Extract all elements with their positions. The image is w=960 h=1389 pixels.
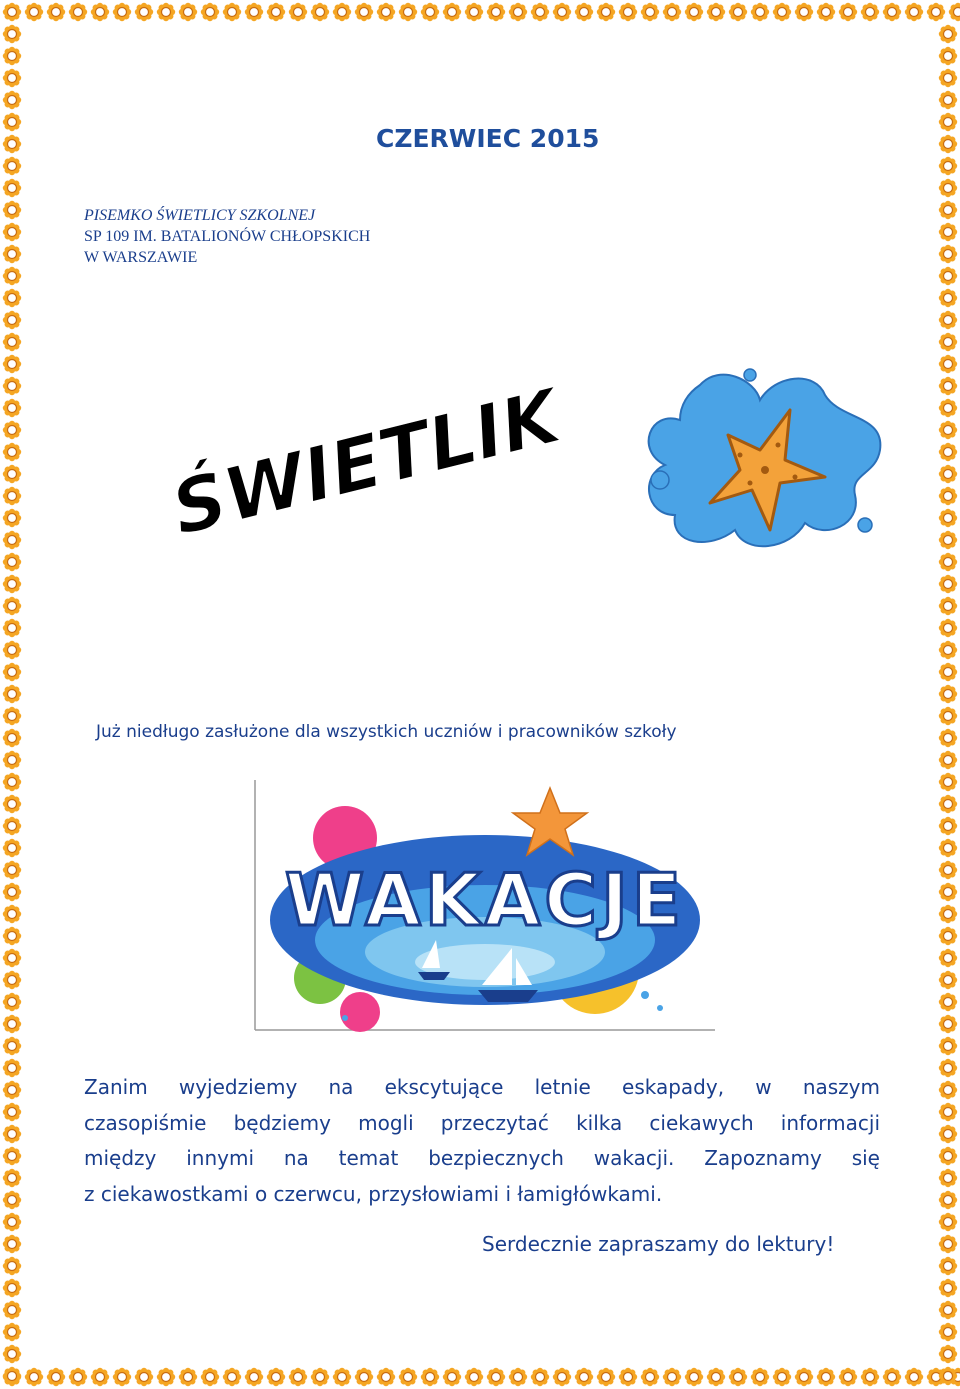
border-flower-icon	[3, 157, 21, 175]
border-flower-icon	[939, 663, 957, 681]
border-flower-icon	[663, 1368, 681, 1386]
border-flower-icon	[289, 1368, 307, 1386]
border-flower-icon	[939, 399, 957, 417]
border-flower-icon	[663, 3, 681, 21]
border-flower-icon	[311, 3, 329, 21]
border-flower-icon	[223, 1368, 241, 1386]
border-flower-icon	[3, 685, 21, 703]
border-flower-icon	[443, 3, 461, 21]
border-flower-icon	[939, 267, 957, 285]
body-line: z ciekawostkami o czerwcu, przysłowiami i łamigłówkami.	[84, 1181, 663, 1206]
swietlik-logo-text: ŚWIETLIK	[163, 373, 569, 553]
border-flower-icon	[905, 3, 923, 21]
border-flower-icon	[3, 663, 21, 681]
border-flower-icon	[619, 3, 637, 21]
border-flower-icon	[3, 597, 21, 615]
border-flower-icon	[939, 289, 957, 307]
body-paragraph	[84, 1070, 880, 1212]
border-flower-icon	[939, 69, 957, 87]
border-flower-icon	[3, 1081, 21, 1099]
border-flower-icon	[223, 3, 241, 21]
border-flower-icon	[729, 3, 747, 21]
border-flower-icon	[333, 1368, 351, 1386]
border-flower-icon	[729, 1368, 747, 1386]
border-flower-icon	[939, 1301, 957, 1319]
border-flower-icon	[333, 3, 351, 21]
border-flower-icon	[939, 113, 957, 131]
starfish-splash-illustration	[640, 365, 890, 565]
decorative-border-left	[0, 0, 24, 1389]
border-flower-icon	[377, 1368, 395, 1386]
border-flower-icon	[939, 421, 957, 439]
border-flower-icon	[939, 1345, 957, 1363]
border-flower-icon	[3, 883, 21, 901]
border-flower-icon	[399, 3, 417, 21]
border-flower-icon	[939, 509, 957, 527]
border-flower-icon	[399, 1368, 417, 1386]
border-flower-icon	[47, 3, 65, 21]
border-flower-icon	[685, 1368, 703, 1386]
decorative-border-bottom	[0, 1365, 960, 1389]
border-flower-icon	[3, 729, 21, 747]
border-flower-icon	[939, 25, 957, 43]
border-flower-icon	[3, 751, 21, 769]
border-flower-icon	[3, 971, 21, 989]
body-line: Zanim wyjedziemy na ekscytujące letnie eskapady, w naszym	[84, 1075, 880, 1099]
border-flower-icon	[509, 1368, 527, 1386]
border-flower-icon	[377, 3, 395, 21]
border-flower-icon	[3, 333, 21, 351]
border-flower-icon	[939, 1147, 957, 1165]
border-flower-icon	[3, 1345, 21, 1363]
border-flower-icon	[641, 1368, 659, 1386]
publisher-info	[84, 205, 370, 268]
border-flower-icon	[91, 1368, 109, 1386]
border-flower-icon	[3, 267, 21, 285]
border-flower-icon	[245, 1368, 263, 1386]
border-flower-icon	[3, 47, 21, 65]
border-flower-icon	[939, 443, 957, 461]
border-flower-icon	[69, 3, 87, 21]
border-flower-icon	[465, 1368, 483, 1386]
border-flower-icon	[3, 223, 21, 241]
border-flower-icon	[25, 1368, 43, 1386]
border-flower-icon	[3, 289, 21, 307]
border-flower-icon	[3, 1235, 21, 1253]
border-flower-icon	[553, 3, 571, 21]
wakacje-title: WAKACJE	[284, 858, 686, 942]
border-flower-icon	[3, 1191, 21, 1209]
border-flower-icon	[939, 751, 957, 769]
border-flower-icon	[3, 355, 21, 373]
border-flower-icon	[939, 311, 957, 329]
decorative-border-right	[936, 0, 960, 1389]
border-flower-icon	[355, 3, 373, 21]
border-flower-icon	[939, 1169, 957, 1187]
border-flower-icon	[939, 927, 957, 945]
border-flower-icon	[685, 3, 703, 21]
intro-text: Już niedługo zasłużone dla wszystkich uczniów i pracowników szkoły	[96, 722, 677, 742]
issue-date: CZERWIEC 2015	[376, 124, 600, 153]
border-flower-icon	[91, 3, 109, 21]
border-flower-icon	[597, 1368, 615, 1386]
publisher-line: W WARSZAWIE	[84, 249, 198, 266]
border-flower-icon	[939, 619, 957, 637]
border-flower-icon	[939, 1015, 957, 1033]
border-flower-icon	[861, 3, 879, 21]
border-flower-icon	[939, 1235, 957, 1253]
border-flower-icon	[25, 3, 43, 21]
border-flower-icon	[355, 1368, 373, 1386]
body-line: między innymi na temat bezpiecznych wakacji. Zapoznamy się	[84, 1146, 880, 1170]
border-flower-icon	[47, 1368, 65, 1386]
border-flower-icon	[3, 1257, 21, 1275]
swietlik-logo	[163, 373, 569, 555]
border-flower-icon	[3, 399, 21, 417]
border-flower-icon	[69, 1368, 87, 1386]
border-flower-icon	[245, 3, 263, 21]
border-flower-icon	[487, 3, 505, 21]
border-flower-icon	[939, 201, 957, 219]
border-flower-icon	[939, 707, 957, 725]
border-flower-icon	[179, 1368, 197, 1386]
border-flower-icon	[3, 641, 21, 659]
border-flower-icon	[3, 1015, 21, 1033]
border-flower-icon	[939, 1279, 957, 1297]
border-flower-icon	[3, 949, 21, 967]
border-flower-icon	[3, 1323, 21, 1341]
border-flower-icon	[939, 245, 957, 263]
border-flower-icon	[939, 1213, 957, 1231]
border-flower-icon	[939, 729, 957, 747]
border-flower-icon	[619, 1368, 637, 1386]
border-flower-icon	[3, 553, 21, 571]
border-flower-icon	[707, 1368, 725, 1386]
border-flower-icon	[939, 223, 957, 241]
border-flower-icon	[3, 1147, 21, 1165]
border-flower-icon	[939, 1125, 957, 1143]
border-flower-icon	[939, 465, 957, 483]
border-flower-icon	[509, 3, 527, 21]
border-flower-icon	[3, 465, 21, 483]
border-flower-icon	[553, 1368, 571, 1386]
border-flower-icon	[135, 1368, 153, 1386]
border-flower-icon	[939, 597, 957, 615]
border-flower-icon	[795, 3, 813, 21]
border-flower-icon	[3, 1169, 21, 1187]
border-flower-icon	[3, 201, 21, 219]
border-flower-icon	[939, 487, 957, 505]
border-flower-icon	[3, 487, 21, 505]
border-flower-icon	[531, 3, 549, 21]
border-flower-icon	[939, 91, 957, 109]
border-flower-icon	[939, 179, 957, 197]
border-flower-icon	[531, 1368, 549, 1386]
pink-ball-small	[340, 992, 380, 1032]
border-flower-icon	[421, 1368, 439, 1386]
border-flower-icon	[939, 685, 957, 703]
border-flower-icon	[465, 3, 483, 21]
border-flower-icon	[3, 1059, 21, 1077]
border-flower-icon	[939, 641, 957, 659]
border-flower-icon	[883, 1368, 901, 1386]
border-flower-icon	[939, 1059, 957, 1077]
border-flower-icon	[939, 1257, 957, 1275]
border-flower-icon	[3, 817, 21, 835]
border-flower-icon	[3, 575, 21, 593]
border-flower-icon	[3, 1301, 21, 1319]
border-flower-icon	[751, 1368, 769, 1386]
border-flower-icon	[3, 245, 21, 263]
publisher-line: PISEMKO ŚWIETLICY SZKOLNEJ	[84, 207, 316, 224]
border-flower-icon	[773, 3, 791, 21]
border-flower-icon	[939, 861, 957, 879]
border-flower-icon	[939, 1323, 957, 1341]
border-flower-icon	[201, 3, 219, 21]
border-flower-icon	[939, 47, 957, 65]
border-flower-icon	[839, 1368, 857, 1386]
border-flower-icon	[817, 3, 835, 21]
wakacje-banner	[250, 780, 720, 1035]
border-flower-icon	[839, 3, 857, 21]
border-flower-icon	[939, 949, 957, 967]
border-flower-icon	[3, 135, 21, 153]
border-flower-icon	[3, 1279, 21, 1297]
border-flower-icon	[3, 773, 21, 791]
border-flower-icon	[939, 135, 957, 153]
border-flower-icon	[939, 157, 957, 175]
border-flower-icon	[939, 355, 957, 373]
border-flower-icon	[311, 1368, 329, 1386]
border-flower-icon	[939, 1081, 957, 1099]
border-flower-icon	[939, 333, 957, 351]
border-flower-icon	[939, 1367, 957, 1385]
border-flower-icon	[3, 25, 21, 43]
border-flower-icon	[3, 311, 21, 329]
border-flower-icon	[3, 1125, 21, 1143]
border-flower-icon	[707, 3, 725, 21]
border-flower-icon	[3, 707, 21, 725]
border-flower-icon	[3, 443, 21, 461]
border-flower-icon	[421, 3, 439, 21]
publisher-line: SP 109 IM. BATALIONÓW CHŁOPSKICH	[84, 228, 371, 245]
border-flower-icon	[939, 971, 957, 989]
border-flower-icon	[939, 575, 957, 593]
border-flower-icon	[3, 421, 21, 439]
border-flower-icon	[3, 113, 21, 131]
border-flower-icon	[3, 927, 21, 945]
border-flower-icon	[939, 553, 957, 571]
border-flower-icon	[883, 3, 901, 21]
border-flower-icon	[3, 1213, 21, 1231]
border-flower-icon	[113, 3, 131, 21]
border-flower-icon	[179, 3, 197, 21]
border-flower-icon	[939, 531, 957, 549]
border-flower-icon	[201, 1368, 219, 1386]
border-flower-icon	[267, 1368, 285, 1386]
border-flower-icon	[939, 1191, 957, 1209]
border-flower-icon	[3, 1367, 21, 1385]
border-flower-icon	[3, 1037, 21, 1055]
border-flower-icon	[3, 377, 21, 395]
border-flower-icon	[905, 1368, 923, 1386]
border-flower-icon	[939, 905, 957, 923]
border-flower-icon	[487, 1368, 505, 1386]
border-flower-icon	[939, 993, 957, 1011]
border-flower-icon	[3, 795, 21, 813]
border-flower-icon	[3, 619, 21, 637]
border-flower-icon	[861, 1368, 879, 1386]
border-flower-icon	[289, 3, 307, 21]
border-flower-icon	[3, 69, 21, 87]
border-flower-icon	[3, 179, 21, 197]
border-flower-icon	[3, 993, 21, 1011]
border-flower-icon	[3, 509, 21, 527]
border-flower-icon	[641, 3, 659, 21]
border-flower-icon	[3, 531, 21, 549]
border-flower-icon	[795, 1368, 813, 1386]
border-flower-icon	[3, 839, 21, 857]
border-flower-icon	[939, 817, 957, 835]
border-flower-icon	[575, 1368, 593, 1386]
border-flower-icon	[267, 3, 285, 21]
border-flower-icon	[575, 3, 593, 21]
border-flower-icon	[157, 3, 175, 21]
border-flower-icon	[939, 883, 957, 901]
border-flower-icon	[939, 839, 957, 857]
border-flower-icon	[939, 377, 957, 395]
border-flower-icon	[443, 1368, 461, 1386]
closing-text: Serdecznie zapraszamy do lektury!	[482, 1232, 835, 1256]
border-flower-icon	[135, 3, 153, 21]
border-flower-icon	[3, 91, 21, 109]
border-flower-icon	[751, 3, 769, 21]
border-flower-icon	[939, 795, 957, 813]
border-flower-icon	[113, 1368, 131, 1386]
decorative-border-top	[0, 0, 960, 24]
border-flower-icon	[3, 1103, 21, 1121]
border-flower-icon	[939, 773, 957, 791]
border-flower-icon	[3, 861, 21, 879]
border-flower-icon	[597, 3, 615, 21]
border-flower-icon	[773, 1368, 791, 1386]
border-flower-icon	[157, 1368, 175, 1386]
body-line: czasopiśmie będziemy mogli przeczytać kilka ciekawych informacji	[84, 1110, 880, 1135]
border-flower-icon	[817, 1368, 835, 1386]
border-flower-icon	[939, 1103, 957, 1121]
border-flower-icon	[939, 1037, 957, 1055]
border-flower-icon	[3, 905, 21, 923]
